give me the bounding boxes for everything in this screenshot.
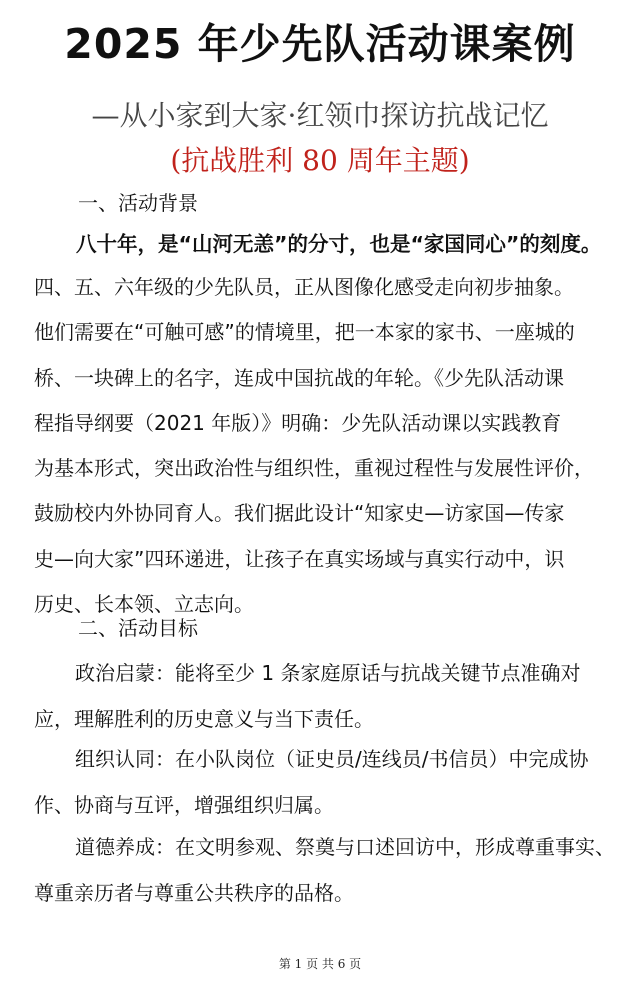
goal-item-moral: 道德养成：在文明参观、祭奠与口述回访中，形成尊重事实、尊重亲历者与尊重公共秩序的品格。 bbox=[34, 835, 615, 905]
theme-label: (抗战胜利 80 周年主题) bbox=[170, 144, 470, 177]
document-subtitle: —从小家到大家·红领巾探访抗战记忆 bbox=[91, 99, 549, 132]
goal-item-political: 政治启蒙：能将至少 1 条家庭原话与抗战关键节点准确对应，理解胜利的历史意义与当下责任。 bbox=[34, 661, 581, 731]
section-heading-background: 一、活动背景 bbox=[78, 191, 198, 215]
background-paragraph: 四、五、六年级的少先队员，正从图像化感受走向初步抽象。 他们需要在“可触可感”的情境里，把一本家的家书、一座城的 桥、一块碑上的名字，连成中国抗战的年轮。《少先队活动课 程指导纲要（2021 年版）》明确：少先队活动课以实践教育 为基本形式，突出政治性与组织性，重视过程性与发展性评价， 鼓励校内外协同育人。我们据此设计“知家史—访家国—传家 史—向大家”四环递进，让孩子在真实场域与真实行动中，识 历史、长本领、立志向。 bbox=[34, 275, 594, 617]
document-title: 2025 年少先队活动课案例 bbox=[64, 20, 576, 68]
page-number: 第 1 页 共 6 页 bbox=[278, 957, 362, 971]
background-lead-sentence: 八十年，是“山河无恙”的分寸，也是“家国同心”的刻度。 bbox=[76, 232, 602, 256]
section-heading-goals: 二、活动目标 bbox=[78, 616, 198, 640]
goal-item-organization: 组织认同：在小队岗位（证史员/连线员/书信员）中完成协作、协商与互评，增强组织归属。 bbox=[34, 747, 589, 817]
